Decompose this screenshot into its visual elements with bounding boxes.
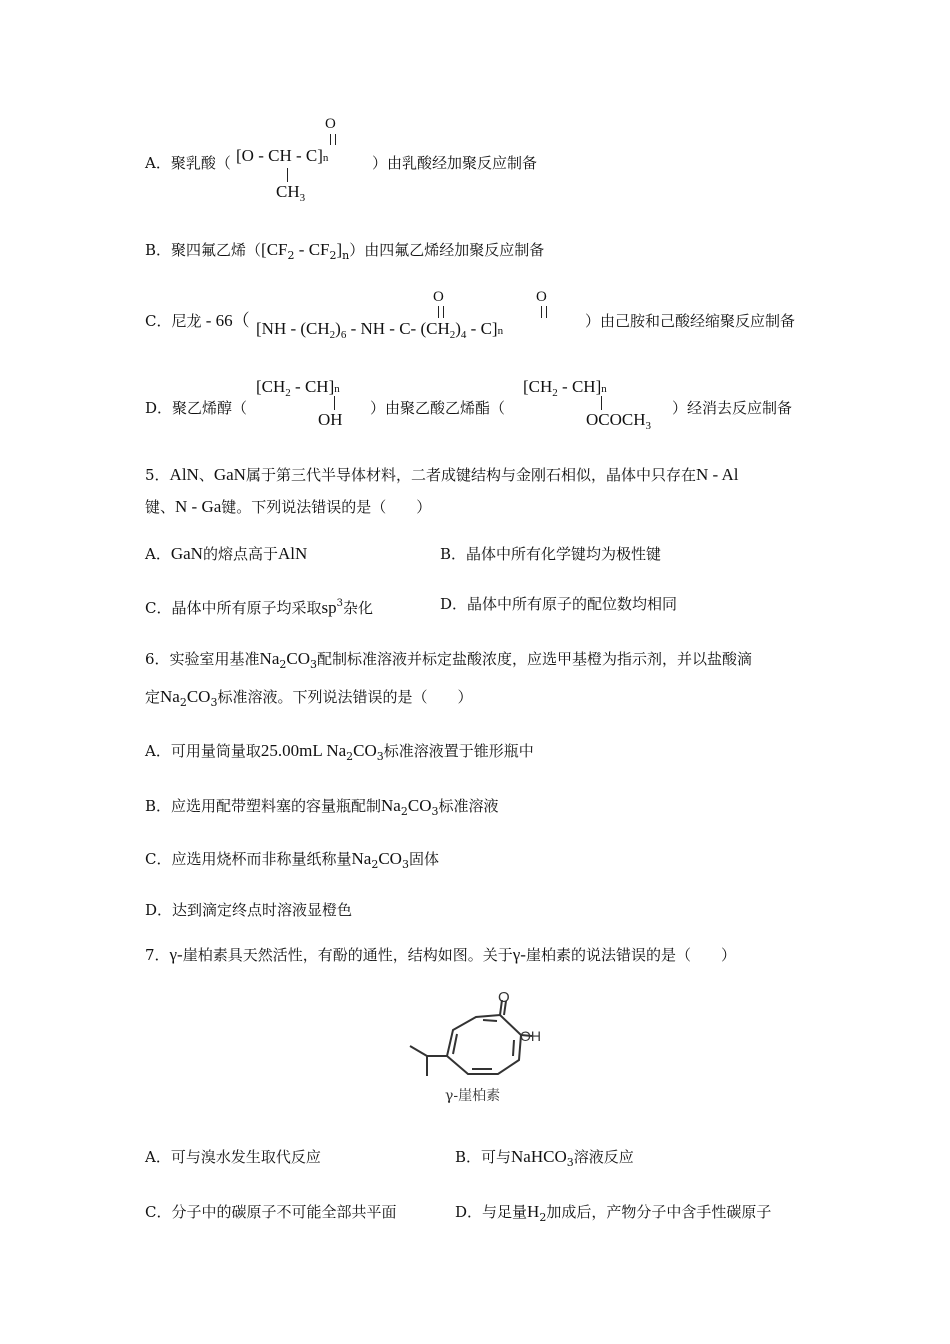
q4-option-d: D．聚乙烯醇（ (145, 399, 248, 417)
q7-option-c: C．分子中的碳原子不可能全部共平面 (145, 1203, 397, 1221)
q5-option-a: A．GaN的熔点高于AlN (145, 544, 308, 563)
double-bond-mark-2 (541, 306, 547, 318)
polyvinyl-alcohol-formula: $[CH_2 - CH]n$ (256, 377, 340, 399)
q7-option-b: B．可与NaHCO$_3$溶液反应 (455, 1147, 634, 1169)
q4-option-d-mid: ）由聚乙酸乙烯酯（ (370, 399, 506, 417)
q6-option-b: B．应选用配带塑料塞的容量瓶配制$Na_2CO_3$标准溶液 (145, 796, 499, 818)
q7-option-a: A．可与溴水发生取代反应 (145, 1148, 321, 1166)
q7-stem: 7．γ-崖柏素具天然活性，有酚的通性，结构如图。关于γ-崖柏素的说法错误的是（ ） (145, 945, 736, 964)
q7-option-d: D．与足量$H_2$加成后，产物分子中含手性碳原子 (455, 1202, 772, 1224)
q6-stem-line2: 定$Na_2CO_3$标准溶液。下列说法错误的是（ ） (145, 687, 473, 709)
q6-stem-line1: 6．实验室用基准$Na_2CO_3$配制标准溶液并标定盐酸浓度，应选甲基橙为指示剂，并以盐酸滴 (145, 649, 753, 671)
q4-option-d-tail: ）经消去反应制备 (672, 399, 793, 417)
q4-option-c-tail: ）由己胺和己酸经缩聚反应制备 (585, 312, 796, 330)
carbonyl-o: O (325, 116, 336, 132)
carbonyl-o-2: O (536, 289, 547, 305)
double-bond-mark-1 (438, 306, 444, 318)
oxo-label: O (498, 990, 510, 1006)
double-bond-mark (330, 134, 336, 145)
q5-option-d: D．晶体中所有原子的配位数均相同 (440, 595, 678, 613)
q6-option-d: D．达到滴定终点时溶液显橙色 (145, 901, 353, 919)
oh-bond (334, 396, 335, 410)
figure-caption: γ-崖柏素 (445, 1088, 501, 1104)
ester-bond (601, 396, 602, 410)
q5-stem-line2: 键、N - Ga键。下列说法错误的是（ ） (145, 497, 432, 516)
carbonyl-o-1: O (433, 289, 444, 305)
nylon-66-formula: [$NH - (CH_2)_6$ - NH - C- $(CH_2)_4 - C]n$ (256, 319, 504, 341)
gamma-thujaplicin-structure (400, 990, 550, 1115)
methyl-branch: $CH_3$ (276, 182, 306, 204)
polyvinyl-acetate-formula: $[CH_2 - CH]n$ (523, 377, 607, 399)
oh-group: OH (318, 410, 343, 429)
q4-option-b: B．聚四氟乙烯$([CF_2 - CF_2]_n)$由四氟乙烯经加聚反应制备 (145, 240, 545, 262)
q4-option-a: A．聚乳酸（ (145, 154, 231, 172)
q5-stem-line1: 5．AlN、GaN属于第三代半导体材料，二者成键结构与金刚石相似，晶体中只存在N - Al (145, 465, 739, 484)
single-bond-mark (287, 168, 288, 182)
acetate-group: $OCOCH_3$ (586, 410, 652, 432)
hydroxyl-label: OH (520, 1028, 541, 1044)
q6-option-a: A．可用量筒量取25.00mL $Na_2CO_3$标准溶液置于锥形瓶中 (145, 741, 534, 763)
q5-option-c: C．晶体中所有原子均采取$sp^3$杂化 (145, 598, 373, 617)
q4-option-c: C．尼龙 - 66（ (145, 311, 250, 330)
q4-option-a-tail: ）由乳酸经加聚反应制备 (372, 154, 538, 172)
polylactic-acid-formula: [O - CH - C]n (236, 146, 329, 165)
q6-option-c: C．应选用烧杯而非称量纸称量$Na_2CO_3$固体 (145, 849, 439, 871)
q5-option-b: B．晶体中所有化学键均为极性键 (440, 545, 662, 563)
seven-membered-ring (410, 1000, 532, 1076)
